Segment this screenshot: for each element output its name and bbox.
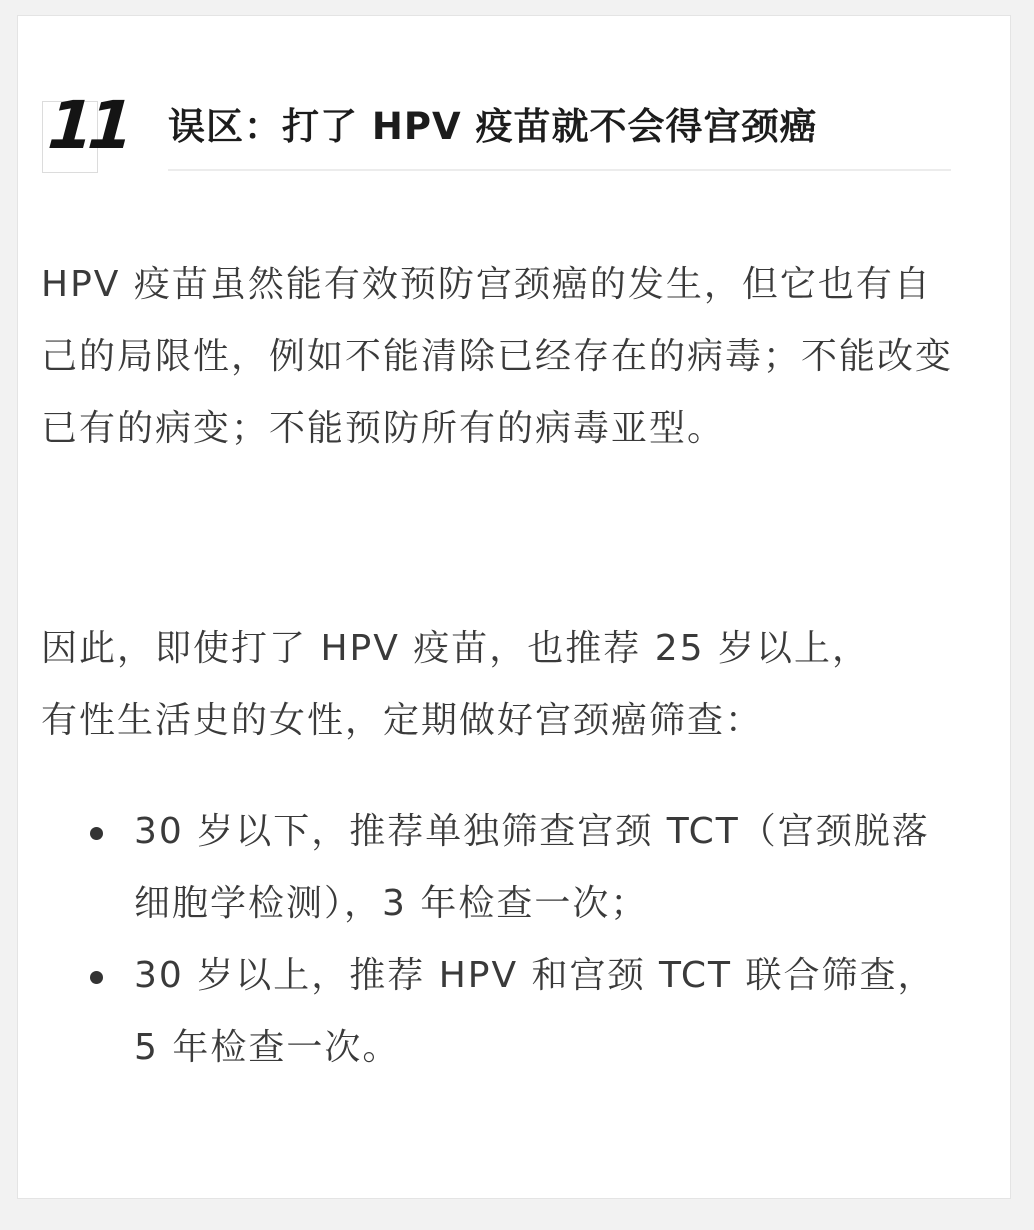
title-divider: [168, 169, 951, 171]
paragraph-recommendation: 因此，即使打了 HPV 疫苗，也推荐 25 岁以上，有性生活史的女性，定期做好宫颈癌筛查：: [41, 628, 870, 741]
bullet-icon: [90, 971, 103, 984]
section-title: 误区：打了 HPV 疫苗就不会得宫颈癌: [168, 105, 818, 148]
list-item-text: 30 岁以上，推荐 HPV 和宫颈 TCT 联合筛查，5 年检查一次。: [134, 955, 936, 1068]
list-item: [80, 940, 960, 1084]
bullet-icon: [90, 827, 103, 840]
list-item-text: 30 岁以下，推荐单独筛查宫颈 TCT（宫颈脱落细胞学检测），3 年检查一次；: [134, 811, 930, 924]
list-item: [80, 796, 960, 940]
paragraph-limitations: HPV 疫苗虽然能有效预防宫颈癌的发生，但它也有自己的局限性，例如不能清除已经存在的病毒；不能改变已有的病变；不能预防所有的病毒亚型。: [41, 264, 954, 449]
screening-list: [80, 796, 960, 1084]
section-number: 11: [45, 87, 131, 164]
